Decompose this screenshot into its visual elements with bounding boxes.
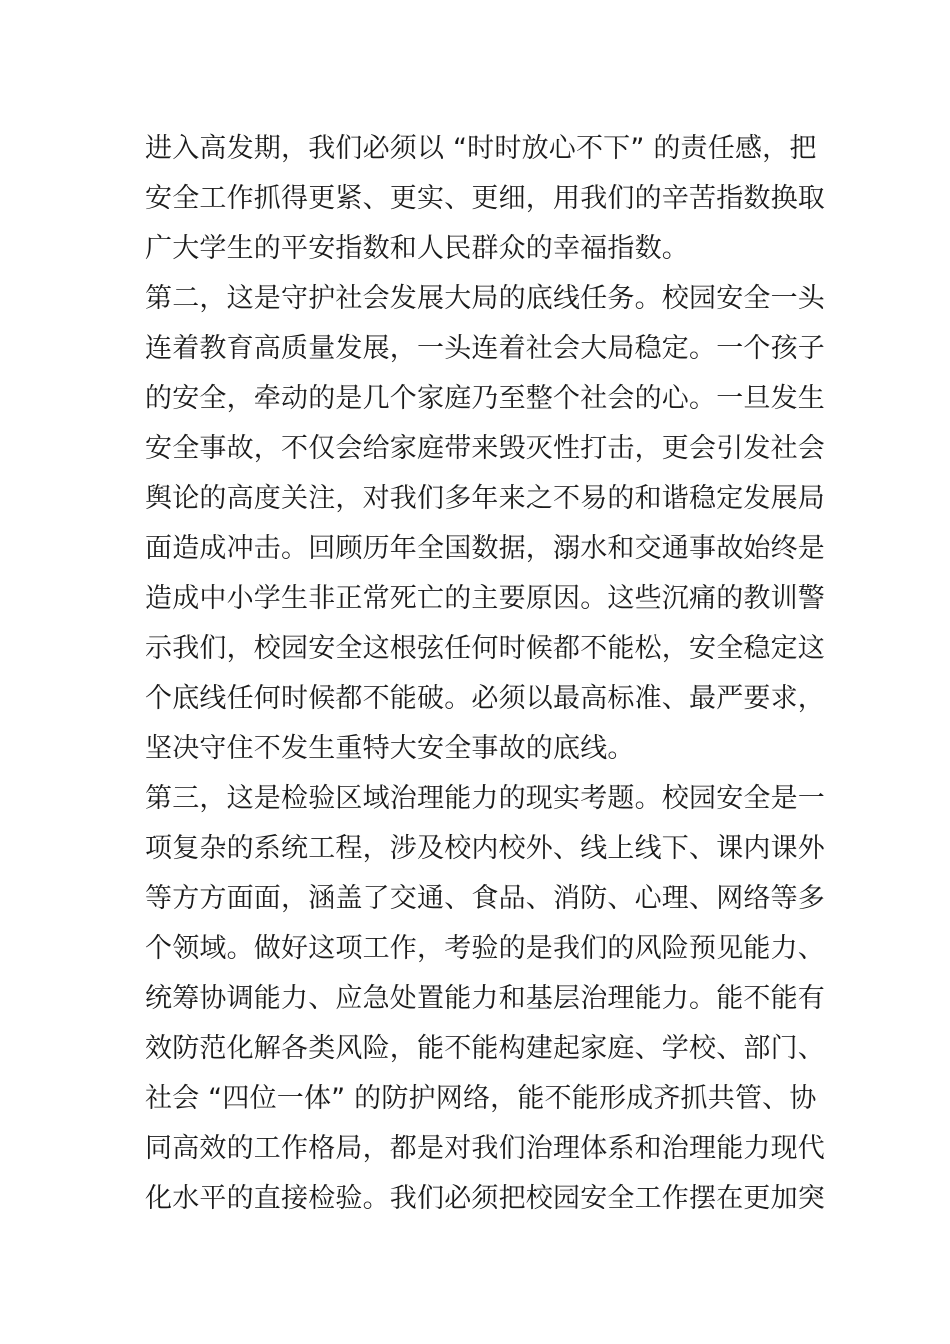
- text-line: 的安全，牵动的是几个家庭乃至整个社会的心。一旦发生: [145, 383, 825, 414]
- text-line: 化水平的直接检验。我们必须把校园安全工作摆在更加突: [145, 1183, 825, 1214]
- text-line: 同高效的工作格局，都是对我们治理体系和治理能力现代: [145, 1133, 825, 1164]
- text-line: 安全事故，不仅会给家庭带来毁灭性打击，更会引发社会: [145, 433, 825, 464]
- text-line: 社会 “四位一体” 的防护网络，能不能形成齐抓共管、协: [145, 1083, 817, 1114]
- text-line: 连着教育高质量发展，一头连着社会大局稳定。一个孩子: [145, 333, 825, 364]
- text-line: 个底线任何时候都不能破。必须以最高标准、最严要求，: [145, 683, 825, 714]
- text-line: 进入高发期，我们必须以 “时时放心不下” 的责任感，把: [145, 133, 817, 164]
- text-line: 坚决守住不发生重特大安全事故的底线。: [145, 733, 635, 764]
- text-line: 安全工作抓得更紧、更实、更细，用我们的辛苦指数换取: [145, 183, 825, 214]
- body-text: [145, 124, 825, 1224]
- text-line: 示我们，校园安全这根弦任何时候都不能松，安全稳定这: [145, 633, 825, 664]
- text-line: 等方方面面，涵盖了交通、食品、消防、心理、网络等多: [145, 883, 825, 914]
- text-line: 个领域。做好这项工作，考验的是我们的风险预见能力、: [145, 933, 825, 964]
- text-line: 舆论的高度关注，对我们多年来之不易的和谐稳定发展局: [145, 483, 825, 514]
- text-line: 统筹协调能力、应急处置能力和基层治理能力。能不能有: [145, 983, 825, 1014]
- text-line: 广大学生的平安指数和人民群众的幸福指数。: [145, 233, 689, 264]
- text-line: 第三，这是检验区域治理能力的现实考题。校园安全是一: [145, 783, 825, 814]
- text-line: 项复杂的系统工程，涉及校内校外、线上线下、课内课外: [145, 833, 825, 864]
- text-line: 第二，这是守护社会发展大局的底线任务。校园安全一头: [145, 283, 825, 314]
- text-line: 面造成冲击。回顾历年全国数据，溺水和交通事故始终是: [145, 533, 825, 564]
- text-line: 效防范化解各类风险，能不能构建起家庭、学校、部门、: [145, 1033, 825, 1064]
- text-line: 造成中小学生非正常死亡的主要原因。这些沉痛的教训警: [145, 583, 825, 614]
